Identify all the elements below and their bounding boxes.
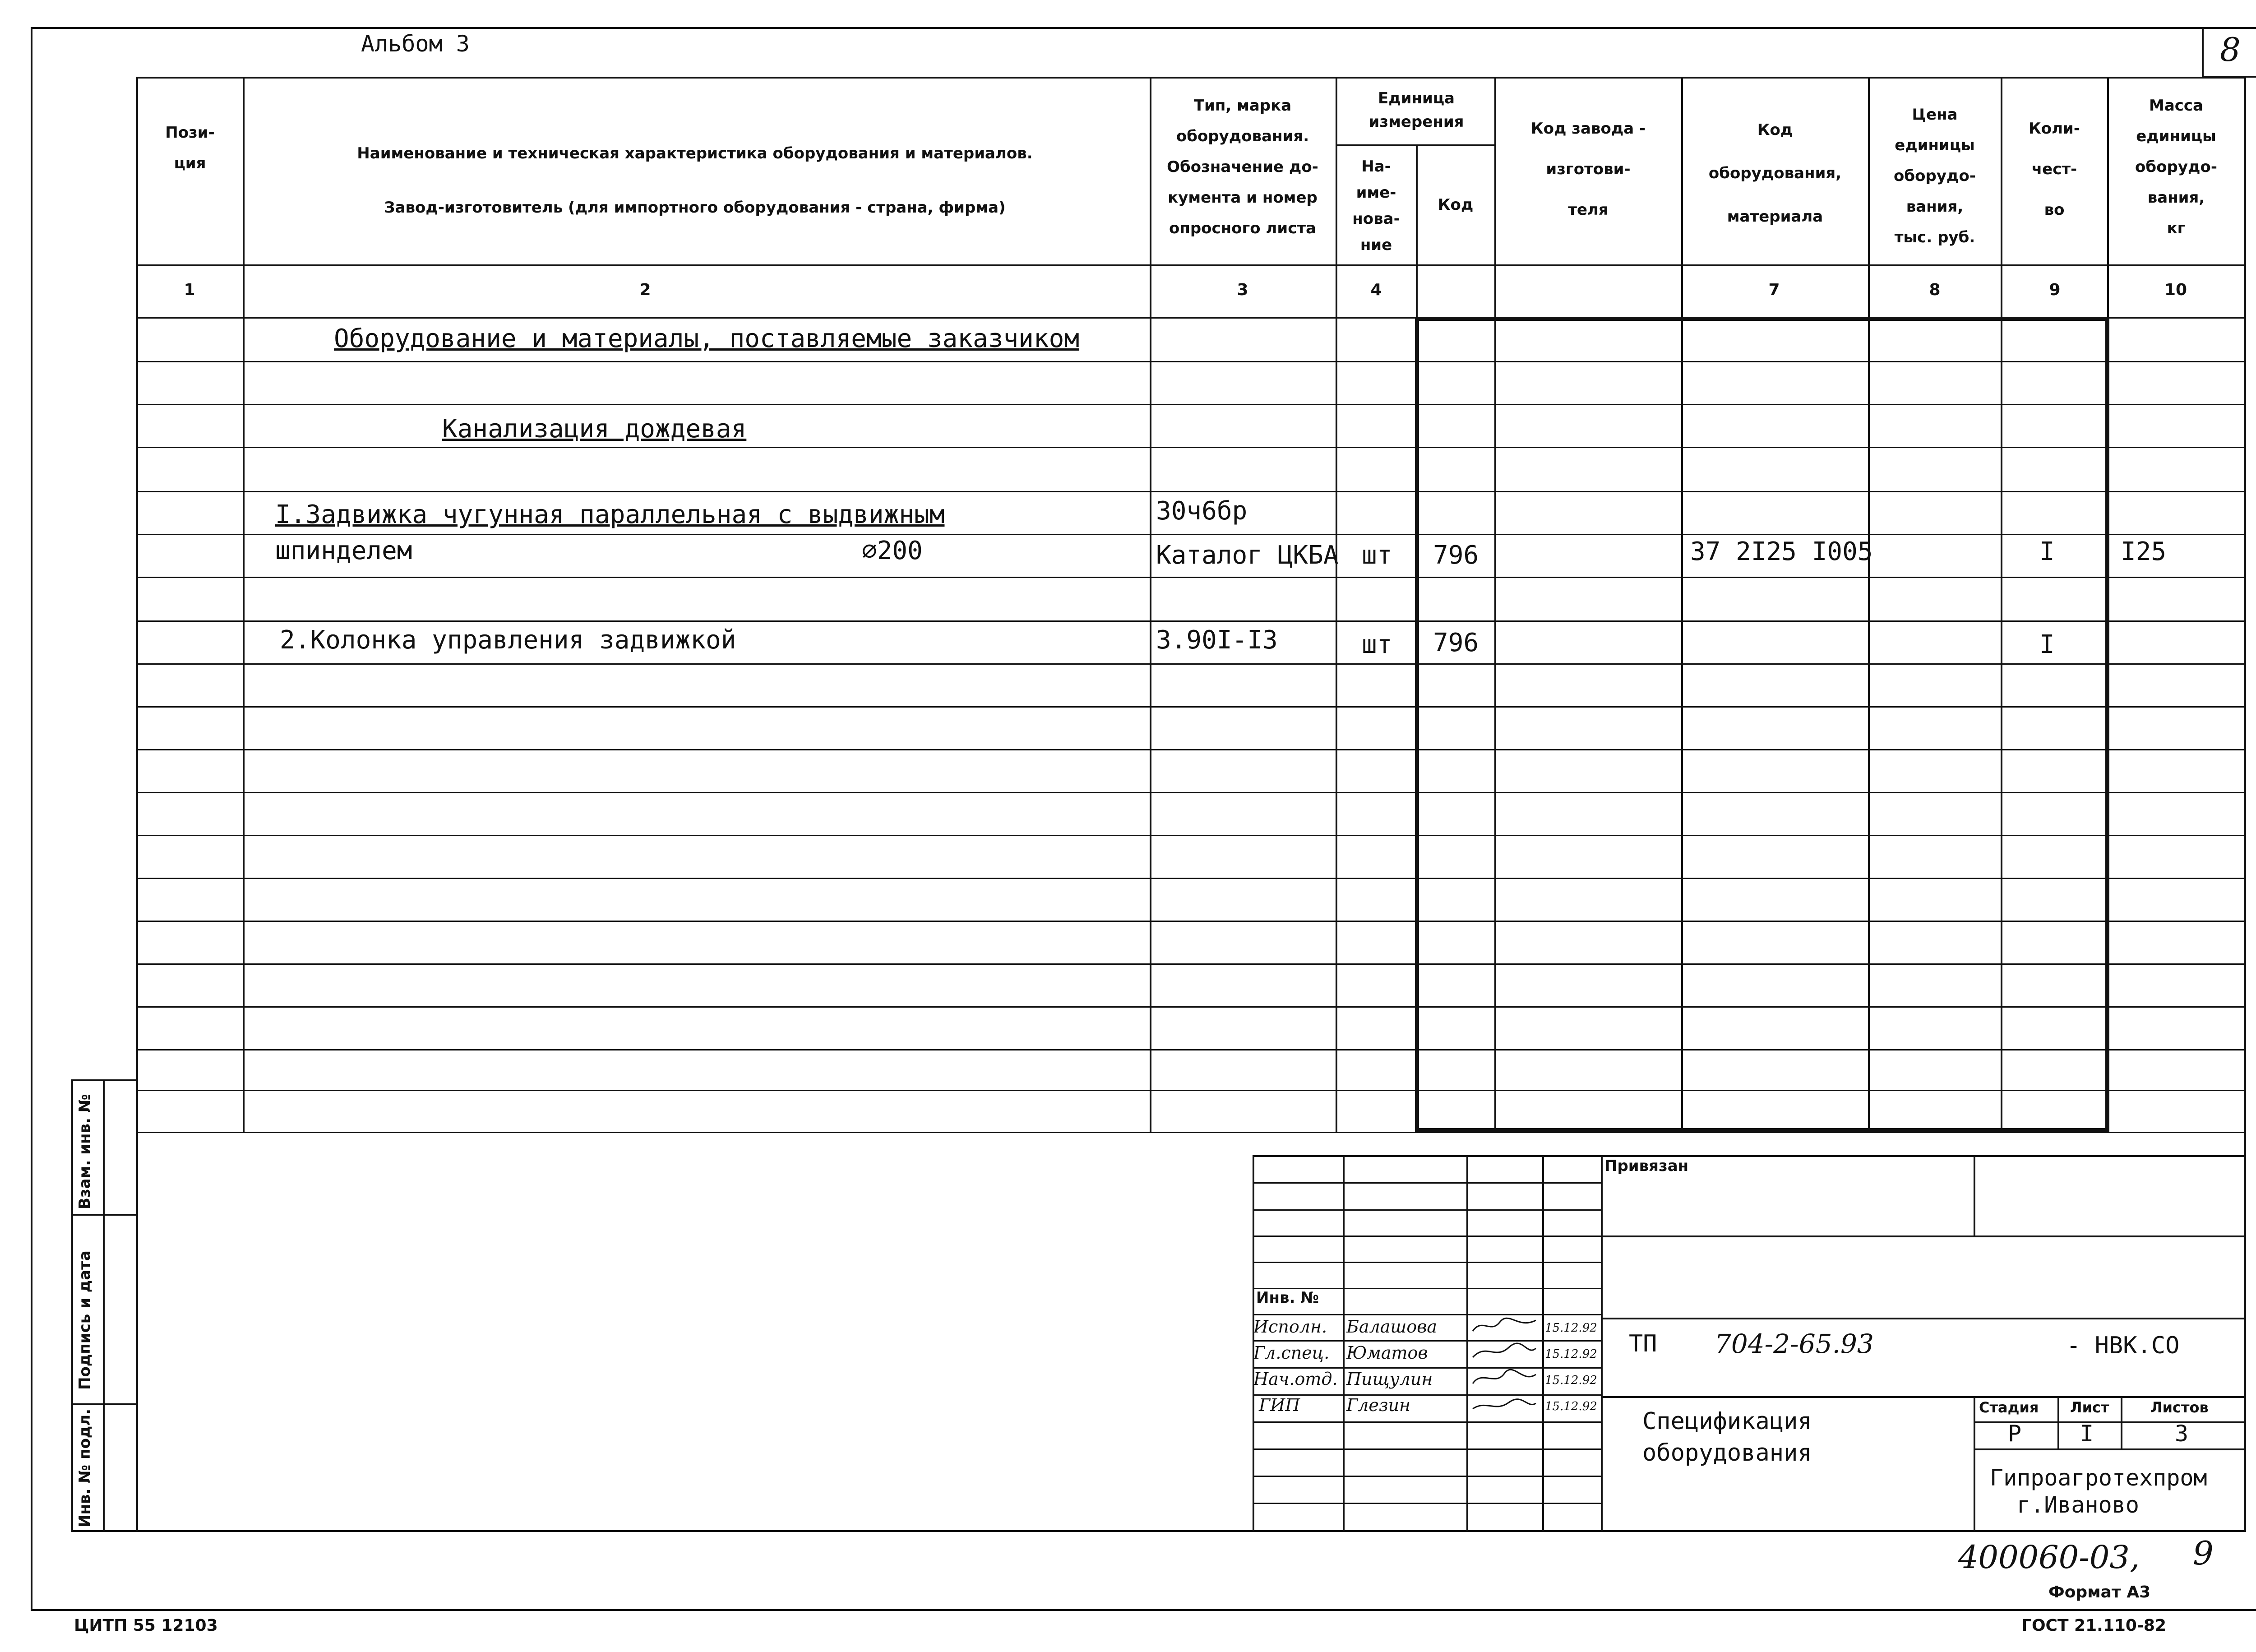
col4-header: На- име- нова- ние (1352, 157, 1400, 254)
signature-3 (1473, 1370, 1536, 1384)
col8-header: Цена единицы оборудо- вания, тыс. руб. (1894, 106, 1976, 246)
signature-2 (1473, 1343, 1536, 1357)
album-label: Альбом 3 (361, 31, 470, 57)
item1-equipment-code: 37 2I25 I005 (1690, 537, 1873, 566)
title-block-row-line (1253, 1448, 1601, 1450)
tb-privyazan-bottom (1601, 1236, 2246, 1237)
side-stamp-left (71, 1079, 73, 1532)
col10-header: Масса единицы оборудо- вания, кг (2135, 97, 2217, 237)
col3-header: Тип, марка оборудования. Обозначение до- кумента и номер опросного листа (1167, 97, 1318, 237)
row-line (136, 491, 2246, 492)
signer-3-name: Пищулин (1346, 1369, 1433, 1389)
signer-4-date: 15.12.92 (1545, 1400, 1597, 1413)
tb-sheet-value: I (2080, 1421, 2094, 1447)
tb-code-top (1601, 1318, 2246, 1319)
side-podpis-label: Подпись и дата (76, 1250, 94, 1390)
row-line (136, 1090, 2246, 1091)
tb-tp-number: 704-2-65.93 (1715, 1328, 1874, 1359)
signature-4 (1473, 1399, 1536, 1409)
row-line (136, 749, 2246, 750)
tb-stage-row2 (1974, 1448, 2244, 1450)
row-line (136, 1049, 2246, 1050)
footer-format: Формат А3 (2048, 1583, 2151, 1601)
signer-4-role: ГИП (1259, 1395, 1300, 1415)
item1-type-line1: 30ч6бр (1156, 496, 1248, 526)
tb-tp-prefix: ТП (1629, 1330, 1657, 1357)
row-line (136, 404, 2246, 405)
title-block-row-line (1253, 1476, 1601, 1477)
item1-diameter: ∅200 (862, 536, 923, 565)
signer-1-date: 15.12.92 (1545, 1321, 1597, 1335)
row-line (136, 835, 2246, 836)
row-line (136, 447, 2246, 448)
tb-sheet-label: Лист (2070, 1399, 2109, 1416)
side-vzam-label: Взам. инв. № (76, 1094, 94, 1209)
item1-qty: I (2039, 537, 2055, 566)
col9-header: Коли- чест- во (2029, 120, 2080, 219)
row-line (136, 620, 2246, 622)
tb-top (1253, 1155, 2245, 1157)
footer-left-code: ЦИТП 55 12103 (74, 1616, 218, 1635)
tb-org-line2: г.Иваново (2017, 1492, 2139, 1518)
table-top (136, 77, 2246, 79)
item2-unit: шт (1362, 630, 1392, 659)
tb-inv-no-label: Инв. № (1256, 1289, 1319, 1307)
tb-doc-title-1: Спецификация (1642, 1408, 1812, 1435)
item2-unit-code: 796 (1433, 628, 1479, 657)
table-bottom (136, 1530, 2246, 1532)
item1-name-line1: I.Задвижка чугунная параллельная с выдвижным (275, 500, 945, 529)
tb-stage-col1 (2057, 1396, 2059, 1449)
title-block-row-line (1253, 1236, 1601, 1237)
signature-1 (1473, 1318, 1536, 1331)
row-line (136, 361, 2246, 362)
title-block-row-line (1253, 1340, 1601, 1342)
thick-box-top (1416, 317, 2109, 321)
side-inv-podl-label: Инв. № подл. (76, 1408, 94, 1527)
tb-privyazan-label: Привязан (1604, 1157, 1689, 1175)
row-line (136, 878, 2246, 879)
item1-unit-code: 796 (1433, 541, 1479, 570)
title-block-row-line (1253, 1182, 1601, 1184)
header-bottom (136, 264, 2246, 266)
row-line (136, 577, 2246, 578)
footer-handwritten-page: 9 (2193, 1534, 2214, 1572)
row-line (136, 963, 2246, 965)
side-stamp-mid (103, 1079, 105, 1532)
unit-group-header: Единица измерения (1368, 89, 1464, 131)
item1-unit: шт (1362, 541, 1392, 570)
tb-sheets-label: Листов (2150, 1399, 2209, 1416)
colnum-9: 9 (2049, 281, 2061, 299)
title-block-row-line (1253, 1421, 1601, 1423)
frame-left (31, 27, 32, 1611)
col7-header: Код оборудования, материала (1708, 121, 1842, 226)
side-stamp-bottom (71, 1530, 138, 1532)
col-line-8 (2001, 77, 2002, 1133)
item2-qty: I (2039, 630, 2055, 659)
colnum-7: 7 (1768, 281, 1780, 299)
item1-name-line2: шпинделем (275, 536, 412, 565)
tb-doc-title-2: оборудования (1642, 1439, 1812, 1467)
row-line (136, 663, 2246, 665)
tb-stage-col2 (2121, 1396, 2122, 1449)
row-line (136, 792, 2246, 793)
item2-type: 3.90I-I3 (1156, 625, 1278, 655)
col-line-5 (1494, 77, 1496, 1133)
tb-col-d (1601, 1155, 1603, 1532)
thick-box-left (1415, 317, 1419, 1132)
item1-mass: I25 (2121, 537, 2167, 566)
item2-name: 2.Колонка управления задвижкой (280, 625, 736, 655)
row-line (136, 706, 2246, 708)
title-block-row-line (1253, 1314, 1601, 1315)
col6-header: Код завода - изготови- теля (1530, 120, 1646, 219)
signer-2-role: Гл.спец. (1253, 1343, 1330, 1363)
frame-bottom (31, 1609, 2256, 1611)
thick-box-right (2105, 317, 2109, 1132)
signer-3-date: 15.12.92 (1545, 1374, 1597, 1387)
colnum-2: 2 (639, 281, 651, 299)
colnum-8: 8 (1929, 281, 1941, 299)
table-left (136, 77, 138, 1532)
side-stamp-top (71, 1079, 138, 1081)
signer-4-name: Глезин (1346, 1395, 1411, 1415)
row-line (136, 921, 2246, 922)
side-stamp-sep1 (71, 1214, 138, 1216)
tb-stage-value: Р (2008, 1421, 2022, 1447)
signer-1-name: Балашова (1346, 1317, 1438, 1337)
section-title: Оборудование и материалы, поставляемые заказчиком (334, 324, 1080, 353)
tb-doc-code: - НВК.СО (2066, 1332, 2180, 1359)
tb-org-line1: Гипроагротехпром (1990, 1465, 2207, 1491)
tb-privyazan-split (1974, 1155, 1975, 1236)
corner-sheet-number: 8 (2220, 31, 2241, 69)
title-block-row-line (1253, 1394, 1601, 1396)
tb-stage-label: Стадия (1979, 1399, 2039, 1416)
tb-code-bottom (1601, 1396, 2246, 1398)
colnum-10: 10 (2164, 281, 2187, 299)
row-line (136, 1132, 2246, 1133)
colnum-3: 3 (1237, 281, 1248, 299)
tb-sheets-value: 3 (2175, 1421, 2189, 1447)
colnum-4: 4 (1370, 281, 1382, 299)
signer-2-name: Юматов (1346, 1343, 1428, 1363)
row-line (136, 534, 2246, 535)
footer-gost: ГОСТ 21.110-82 (2021, 1616, 2167, 1635)
item1-type-line2: Каталог ЦКБА (1156, 541, 1339, 570)
side-stamp-sep2 (71, 1403, 138, 1405)
subsection-title: Канализация дождевая (442, 414, 747, 444)
table-right (2244, 77, 2246, 1532)
corner-box-left (2202, 27, 2204, 77)
footer-handwritten-ref: 400060-03, (1958, 1539, 2140, 1576)
signer-3-role: Нач.отд. (1253, 1369, 1338, 1389)
tb-stage-left (1974, 1396, 1975, 1532)
frame-top (31, 27, 2256, 29)
col1-header: Пози- ция (165, 124, 215, 172)
signature-scribbles (1468, 1316, 1542, 1424)
title-block-row-line (1253, 1503, 1601, 1504)
title-block-row-line (1253, 1209, 1601, 1211)
title-block-row-line (1253, 1367, 1601, 1369)
title-block-row-line (1253, 1262, 1601, 1263)
row-line (136, 1006, 2246, 1008)
col2-header: Наименование и техническая характеристика оборудования и материалов. Завод-изготовитель (для импортного оборудования - страна, фирма) (357, 144, 1033, 217)
signer-2-date: 15.12.92 (1545, 1347, 1597, 1361)
col-line-1 (243, 77, 245, 1133)
colnum-1: 1 (184, 281, 195, 299)
col5-header: Код (1438, 196, 1474, 214)
signer-1-role: Исполн. (1253, 1317, 1327, 1337)
